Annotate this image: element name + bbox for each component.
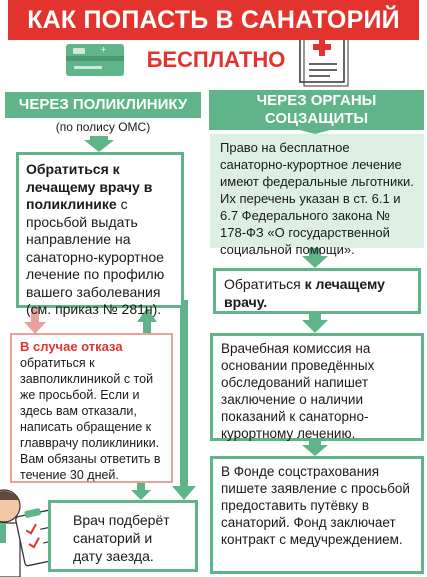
right-step-1-text: Обратиться	[224, 276, 305, 292]
right-step-1-bold: к лечащему врачу.	[224, 276, 385, 310]
right-step-1	[213, 268, 421, 314]
doctor-icon	[0, 490, 20, 577]
left-step-final: Врач подберёт санаторий и дату заезда.	[48, 500, 198, 572]
left-step-1-text: с просьбой выдать направление на санаторно-курортное лечение по профилю вашего заболевания (см. приказ № 281н).	[26, 196, 165, 317]
left-column-subheading: (по полису ОМС)	[55, 120, 151, 134]
refusal-box	[10, 333, 173, 483]
right-info-box: Право на бесплатное санаторно-курортное лечение имеют федеральные льготники. Их перечень указан в ст. 6.1 и 6.7 Федерального закона № 178-ФЗ «О государственной социальной помощи».	[210, 134, 424, 248]
refusal-title: В случае отказа	[20, 339, 123, 354]
refusal-text: обратиться к завполиклиникой с той же просьбой. Если и здесь вам отказали, написать обращение к главврачу поликлиники. Вам обязаны ответить в течение 30 дней.	[20, 356, 161, 482]
right-heading-line2: СОЦЗАЩИТЫ	[264, 110, 369, 127]
svg-text:+: +	[100, 45, 107, 54]
right-heading-line1: ЧЕРЕЗ ОРГАНЫ	[256, 92, 377, 109]
right-column-heading	[209, 90, 424, 130]
page-title: КАК ПОПАСТЬ В САНАТОРИЙ	[8, 0, 419, 40]
right-step-2: Врачебная комиссия на основании проведённых обследований напишет заключение о наличии показаний к санаторно-курортному лечению.	[210, 333, 424, 441]
page-subtitle: БЕСПЛАТНО	[146, 47, 286, 72]
right-step-3: В Фонде соцстрахования пишете заявление с просьбой предоставить путёвку в санаторий. Фонд заключает контракт с медучреждением.	[210, 456, 424, 574]
insurance-card-icon	[66, 44, 124, 76]
left-step-1	[16, 152, 184, 317]
left-column-heading: ЧЕРЕЗ ПОЛИКЛИНИКУ	[5, 92, 201, 118]
left-step-1-bold: Обратиться к лечащему врачу в поликлинике	[26, 161, 153, 212]
